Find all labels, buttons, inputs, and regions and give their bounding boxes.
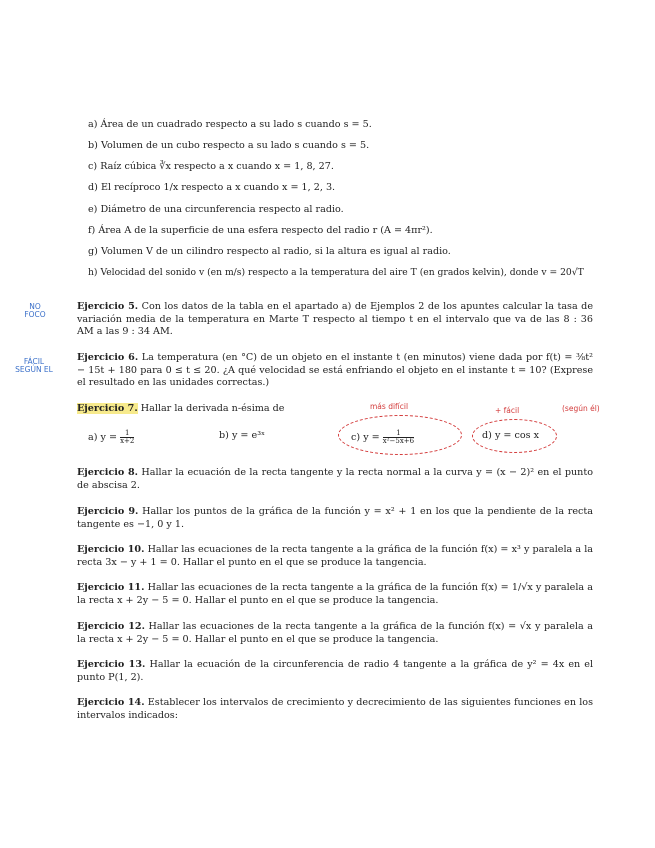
- exercise-6: Ejercicio 6. La temperatura (en °C) de un objeto en el instante t (en minutos) viene dada por f(t) = ⅜t² − 15t + 180 para 0 ≤ t ≤ 20. ¿A qué velocidad se está enfriando el objeto en el instante t = 10? (Exprese el resultado en las unidades correctas.): [77, 352, 593, 389]
- exercise-11: Ejercicio 11. Hallar las ecuaciones de la recta tangente a la gráfica de la función f(x) = 1/√x y paralela a la recta x + 2y − 5 = 0. Hallar el punto en el que se produce la tangencia.: [77, 582, 593, 606]
- exercise-9: Ejercicio 9. Hallar los puntos de la gráfica de la función y = x² + 1 en los que la pendiente de la recta tangente es −1, 0 y 1.: [77, 506, 593, 530]
- exercise-10: Ejercicio 10. Hallar las ecuaciones de la recta tangente a la gráfica de la función f(x) = x³ y paralela a la recta 3x − y + 1 = 0. Hallar el punto en el que se produce la tangencia.: [77, 544, 593, 568]
- list-item-b: b) Volumen de un cubo respecto a su lado s cuando s = 5.: [88, 140, 370, 151]
- highlighted-title: Ejercicio 7.: [77, 403, 138, 414]
- list-item-c: c) Raíz cúbica ∛x respecto a x cuando x = 1, 8, 27.: [88, 161, 334, 172]
- ex7-part-d: d) y = cos x: [482, 430, 540, 441]
- ex7-part-c: c) y = $\frac{1}{\text{x²−5x+6}}$: [351, 429, 415, 445]
- list-item-f: f) Área A de la superficie de una esfera respecto del radio r (A = 4πr²).: [88, 225, 433, 236]
- list-item-d: d) El recíproco 1/x respecto a x cuando x = 1, 2, 3.: [88, 182, 336, 193]
- ellipse-annotation-c: [338, 415, 462, 455]
- list-item-h: h) Velocidad del sonido v (en m/s) respecto a la temperatura del aire T (en grados kelvin), donde v = 20√T: [88, 267, 584, 278]
- ellipse-annotation-d: [472, 419, 557, 453]
- handwritten-note-mas-dificil: más difícil: [370, 402, 409, 411]
- handwritten-note-mas-facil: + fácil: [495, 406, 520, 415]
- ex7-part-b: b) y = e³ˣ: [219, 430, 266, 441]
- handwritten-note-no-foco: NO FOCO: [24, 302, 46, 319]
- ex7-part-a: a) y = $\frac{1}{x+2}$: [88, 429, 135, 445]
- exercise-7: Ejercicio 7. Hallar la derivada n-ésima de: [77, 403, 285, 414]
- exercise-12: Ejercicio 12. Hallar las ecuaciones de la recta tangente a la gráfica de la función f(x) = √x y paralela a la recta x + 2y − 5 = 0. Hallar el punto en el que se produce la tangencia.: [77, 621, 594, 645]
- exercise-5: Ejercicio 5. Con los datos de la tabla en el apartado a) de Ejemplos 2 de los apuntes calcular la tasa de variación media de la temperatura en Marte T respecto al tiempo t en el intervalo que va de las 8 : 36 AM a las 9 : 34 AM.: [77, 301, 593, 338]
- list-item-a: a) Área de un cuadrado respecto a su lado s cuando s = 5.: [88, 119, 372, 130]
- fraction: $\frac{1}{x+2}$: [120, 429, 135, 445]
- exercise-8: Ejercicio 8. Hallar la ecuación de la recta tangente y la recta normal a la curva y = (x − 2)² en el punto de abscisa 2.: [77, 467, 593, 491]
- list-item-g: g) Volumen V de un cilindro respecto al radio, si la altura es igual al radio.: [88, 246, 451, 257]
- handwritten-note-segun-el: (según él): [562, 404, 600, 413]
- handwritten-note-facil: FÁCIL SEGÚN EL: [15, 357, 53, 374]
- fraction: $\frac{1}{\text{x²−5x+6}}$: [382, 429, 415, 445]
- list-item-e: e) Diámetro de una circunferencia respecto al radio.: [88, 204, 344, 215]
- exercise-13: Ejercicio 13. Hallar la ecuación de la circunferencia de radio 4 tangente a la gráfica de y² = 4x en el punto P(1, 2).: [77, 659, 594, 683]
- exercise-14: Ejercicio 14. Establecer los intervalos de crecimiento y decrecimiento de las siguientes funciones en los intervalos indicados:: [77, 697, 594, 721]
